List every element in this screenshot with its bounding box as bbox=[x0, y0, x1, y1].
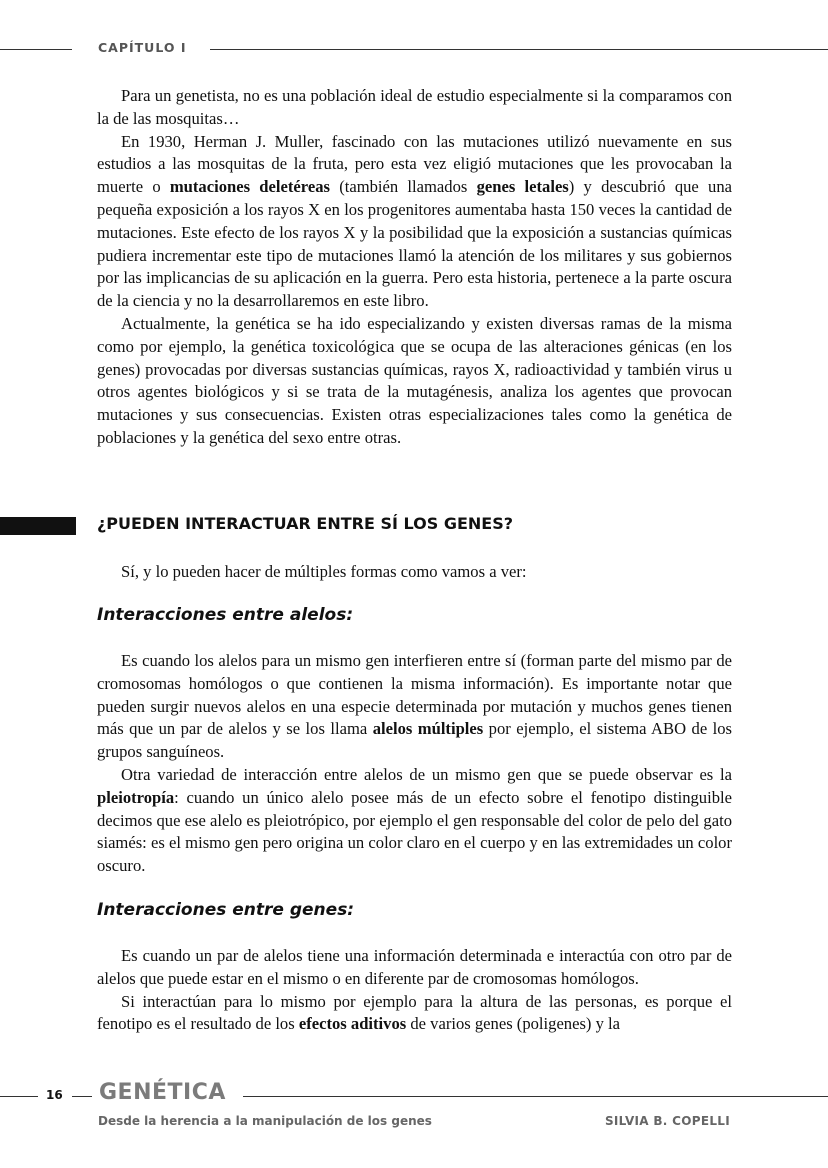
paragraph-pleiotropia bbox=[97, 764, 732, 878]
paragraph-intro bbox=[97, 561, 732, 584]
paragraph-alelos bbox=[97, 650, 732, 764]
chapter-label: CAPÍTULO I bbox=[98, 40, 187, 55]
book-subtitle: Desde la herencia a la manipulación de los genes bbox=[98, 1114, 432, 1128]
section-heading: ¿PUEDEN INTERACTUAR ENTRE SÍ LOS GENES? bbox=[97, 514, 514, 533]
paragraph-text: Para un genetista, no es una población ideal de estudio especialmente si la comparamos con la de las mosquitas… bbox=[97, 86, 732, 128]
bold-term: efectos aditivos bbox=[298, 1014, 407, 1034]
paragraph-text: Es cuando los alelos para un mismo gen interfieren entre sí (forman parte del mismo par de cromosomas homólogos o que contienen la misma información). Es importante notar que pueden surgir nuevos alelos en una especie determinada por mutación y muchos genes tienen más que un par de alelos y se los llama bbox=[97, 651, 732, 739]
header-rule-left bbox=[0, 49, 72, 50]
subheading-genes: Interacciones entre genes: bbox=[97, 900, 355, 920]
paragraph-text: por ejemplo, el sistema ABO de los grupos sanguíneos. bbox=[97, 719, 732, 762]
paragraph-text: En 1930, Herman J. Muller, fascinado con las mutaciones utilizó nuevamente en sus estudios a las mosquitas de la fruta, pero esta vez eligió mutaciones que les provocaban la muerte o bbox=[97, 131, 732, 197]
page-footer bbox=[0, 1078, 828, 1148]
bold-term: genes letales bbox=[476, 177, 569, 197]
footer-rule-right bbox=[243, 1096, 828, 1097]
paragraph-text: (también llamados bbox=[329, 177, 477, 197]
footer-rule-left bbox=[0, 1096, 38, 1097]
book-author: SILVIA B. COPELLI bbox=[604, 1114, 730, 1128]
paragraph-aditivos bbox=[97, 991, 732, 1037]
paragraph-text: Es cuando un par de alelos tiene una información determinada e interactúa con otro par de alelos que puede estar en el mismo o en diferente par de cromosomas homólogos. bbox=[97, 946, 732, 988]
alelos-text-block bbox=[97, 650, 732, 878]
section-marker-bar bbox=[0, 517, 76, 535]
paragraph-text: Otra variedad de interacción entre alelos de un mismo gen que se puede observar es la bbox=[121, 764, 732, 784]
page-number: 16 bbox=[46, 1088, 63, 1102]
paragraph-text: de varios genes (poligenes) y la bbox=[406, 1014, 621, 1034]
bold-term: alelos múltiples bbox=[372, 719, 484, 739]
paragraph-specializations bbox=[97, 313, 732, 450]
paragraph-muller bbox=[97, 131, 732, 313]
bold-term: pleiotropía bbox=[97, 787, 175, 807]
page-header bbox=[0, 36, 828, 64]
section-intro bbox=[97, 561, 732, 584]
paragraph-text: ) y descubrió que una pequeña exposición a los rayos X en los progenitores aumentaba hasta 150 veces la cantidad de mutaciones. Este efecto de los rayos X y la posibilidad que la exposición a sustancias químicas pudiera incrementar este tipo de mutaciones llamó la atención de los militares y sus gobiernos por las implicancias de su aplicación en la guerra. Pero esta historia, pertenece a la parte oscura de la ciencia y no la desarrollaremos en este libro. bbox=[97, 177, 732, 311]
paragraph-text: Actualmente, la genética se ha ido especializando y existen diversas ramas de la misma como por ejemplo, la genética toxicológica que se ocupa de las alteraciones génicas (en los genes) provocadas por diversas sustancias químicas, rayos X, radioactividad y también virus u otros agentes biológicos y si se trata de la mutagénesis, analiza los agentes que provocan mutaciones y sus consecuencias. Existen otras especializaciones tales como la genética de poblaciones y la genética del sexo entre otras. bbox=[97, 313, 732, 447]
paragraph-text: Sí, y lo pueden hacer de múltiples formas como vamos a ver: bbox=[121, 562, 527, 581]
book-title: GENÉTICA bbox=[99, 1080, 226, 1105]
header-rule-right bbox=[210, 49, 828, 50]
paragraph-text: Si interactúan para lo mismo por ejemplo para la altura de las personas, es porque el fenotipo es el resultado de los bbox=[97, 991, 732, 1034]
paragraph-text: : cuando un único alelo posee más de un efecto sobre el fenotipo distinguible decimos que ese alelo es pleiotrópico, por ejemplo el gen responsable del color de pelo del gato siamés: es el mismo gen pero origina un color claro en el cuerpo y en las extremidades un color oscuro. bbox=[97, 787, 732, 876]
paragraph-genes bbox=[97, 945, 732, 991]
paragraph-population bbox=[97, 85, 732, 131]
subheading-alelos: Interacciones entre alelos: bbox=[97, 605, 354, 625]
bold-term: mutaciones deletéreas bbox=[169, 177, 330, 197]
footer-rule-middle bbox=[72, 1096, 92, 1097]
genes-text-block bbox=[97, 945, 732, 1036]
intro-text-block bbox=[97, 85, 732, 450]
